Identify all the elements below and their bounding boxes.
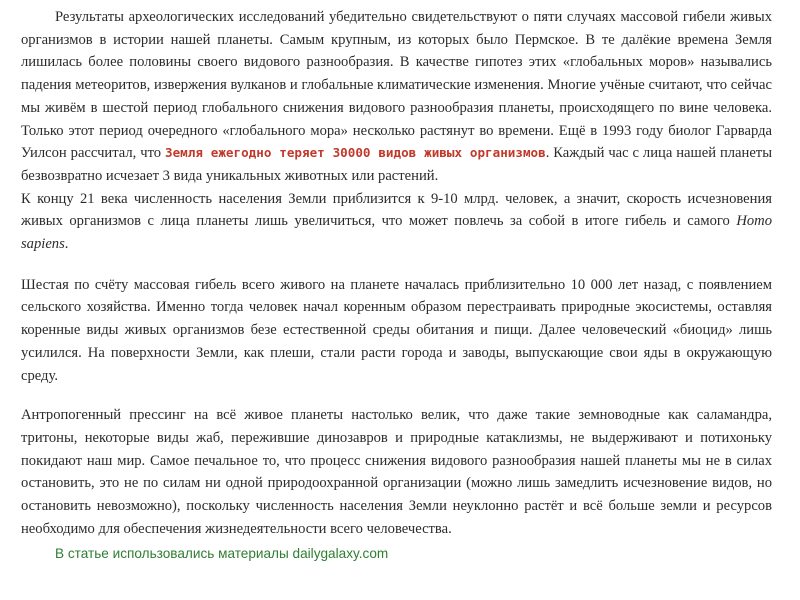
- paragraph-text: . Каждый час с лица нашей планеты безвозвратно исчезает 3 вида уникальных животных или растений.: [21, 145, 772, 184]
- source-note: В статье использовались материалы dailygalaxy.com: [55, 546, 389, 562]
- paragraph-population-growth: [21, 188, 772, 256]
- paragraph-anthropogenic-pressure: Антропогенный прессинг на всё живое планеты настолько велик, что даже такие земноводные как саламандра, тритоны, некоторые виды жаб, пережившие динозавров и природные катаклизмы, не выдерживают и потихоньку покидают наш мир. Самое печальное то, что процесс снижения видового разнообразия нашей планеты мы не в силах остановить, это не по силам ни одной природоохранной организации (можно лишь замедлить исчезновение видов, но остановить невозможно), поскольку численность населения Земли неуклонно растёт и всё больше земли и ресурсов необходимо для обеспечения жизнедеятельности всего человечества.: [21, 407, 772, 537]
- paragraph-text: .: [64, 236, 69, 253]
- paragraph-text: К концу 21 века численность населения Земли приблизится к 9-10 млрд. человек, а значит, скорость исчезновения живых организмов с лица планеты лишь увеличиться, что может повлечь за собой в итоге гибель и самого: [21, 190, 772, 230]
- species-name: Homo sapiens: [21, 213, 772, 253]
- paragraph-sixth-extinction: Шестая по счёту массовая гибель всего живого на планете началась приблизительно 10 000 лет назад, с появлением сельского хозяйства. Именно тогда человек начал коренным образом перестраивать природные экосистемы, оставляя коренные виды живых организмов безе естественной среды обитания и пищи. Далее человеческий «биоцид» лишь усилился. На поверхности Земли, как плеши, стали расти города и заводы, выпускающие свои яды в окружающую среду.: [21, 276, 772, 384]
- highlighted-fact: Земля ежегодно теряет 30000 видов живых организмов: [164, 145, 546, 161]
- paragraph-text: Результаты археологических исследований убедительно свидетельствуют о пяти случаях массовой гибели живых организмов в истории нашей планеты. Самым крупным, из которых было Пермское. В те далёкие времена Земля лишилась более половины своего видового разнообразия. В качестве гипотез этих «глобальных моров» назывались падения метеоритов, извержения вулканов и глобальные климатические изменения. Многие учёные считают, что сейчас мы живём в шестой период глобального снижения видового разнообразия планеты, происходящего по вине человека. Только этот период очередного «глобального мора» несколько растянут во времени. Ещё в 1993 году биолог Гарварда Уилсон рассчитал, что: [21, 9, 772, 162]
- paragraph-mass-extinctions: [21, 6, 772, 188]
